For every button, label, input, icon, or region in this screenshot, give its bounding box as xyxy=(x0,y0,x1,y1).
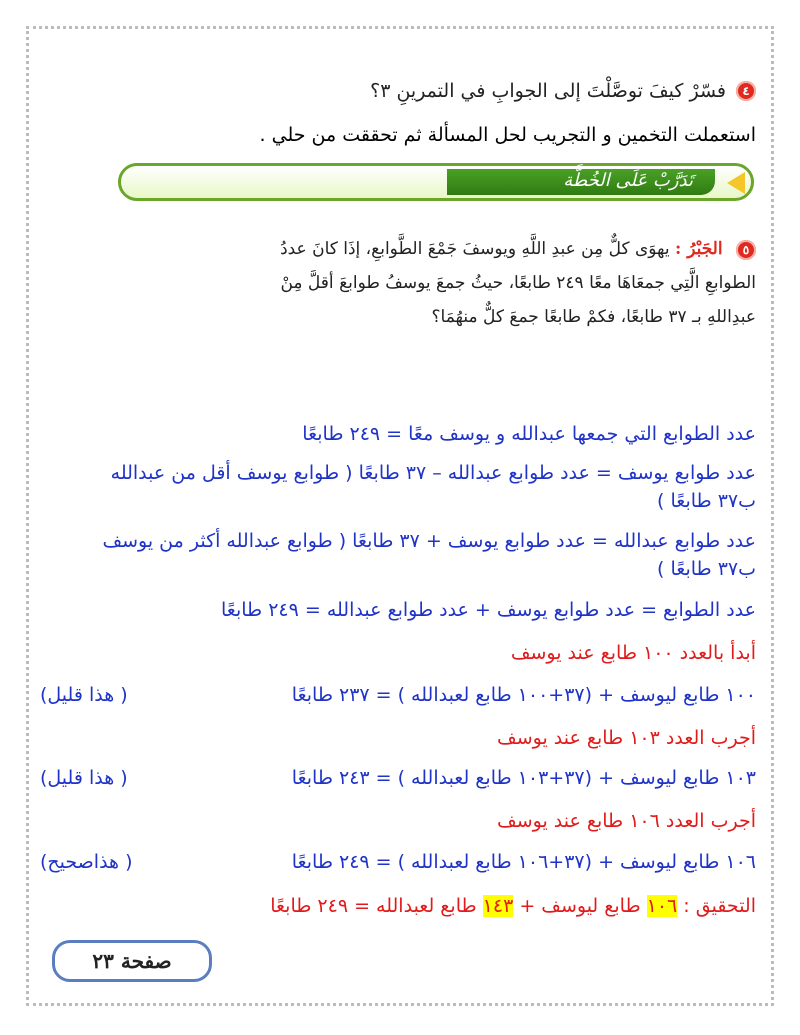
try-1-row xyxy=(40,681,756,709)
check-middle: طابع ليوسف + xyxy=(519,895,641,917)
question-number-badge: ٤ xyxy=(736,81,756,101)
try-1-heading: أبدأ بالعدد ١٠٠ طابع عند يوسف xyxy=(510,642,756,664)
page-number-badge: صفحة ٢٣ xyxy=(52,940,212,982)
problem-text xyxy=(236,232,756,334)
try-3-note: ( هذاصحيح) xyxy=(40,851,133,873)
question-text: فسّرْ كيفَ توصَّلْتَ إلى الجوابِ في التمرينِ ٣؟ xyxy=(370,80,726,102)
answer-line: استعملت التخمين و التجريب لحل المسألة ثم تحققت من حلي . xyxy=(259,124,756,146)
solution-line-3b: ب٣٧ طابعًا ) xyxy=(657,558,756,580)
solution-line-4: عدد الطوابع = عدد طوابع يوسف + عدد طوابع عبدالله = ٢٤٩ طابعًا xyxy=(221,599,756,621)
solution-line-3: عدد طوابع عبدالله = عدد طوابع يوسف + ٣٧ طابعًا ( طوابع عبدالله أكثر من يوسف xyxy=(102,530,756,552)
section-banner xyxy=(118,163,754,201)
check-number-abdullah: ١٤٣ xyxy=(482,895,514,917)
problem-5 xyxy=(236,232,756,334)
question-4 xyxy=(370,80,756,102)
check-end: طابع لعبدالله = ٢٤٩ طابعًا xyxy=(270,895,477,917)
check-prefix: التحقيق : xyxy=(683,895,756,917)
check-number-yousef: ١٠٦ xyxy=(646,895,678,917)
try-3-row xyxy=(40,848,756,876)
solution-line-1: عدد الطوابع التي جمعها عبدالله و يوسف معًا = ٢٤٩ طابعًا xyxy=(302,423,756,445)
try-1-equation: ١٠٠ طابع ليوسف + (٣٧+١٠٠ طابع لعبدالله ) = ٢٣٧ طابعًا xyxy=(291,684,756,706)
try-1-note: ( هذا قليل) xyxy=(40,684,128,706)
check-line xyxy=(40,892,756,920)
problem-number-badge: ٥ xyxy=(736,240,756,260)
try-3-heading: أجرب العدد ١٠٦ طابع عند يوسف xyxy=(497,810,756,832)
problem-heading: الجَبْرُ : xyxy=(675,239,723,259)
banner-label: تَدَرَّبْ عَلَى الخُطَّة xyxy=(563,170,693,191)
try-2-note: ( هذا قليل) xyxy=(40,767,128,789)
try-2-equation: ١٠٣ طابع ليوسف + (٣٧+١٠٣ طابع لعبدالله ) = ٢٤٣ طابعًا xyxy=(291,767,756,789)
try-3-equation: ١٠٦ طابع ليوسف + (٣٧+١٠٦ طابع لعبدالله ) = ٢٤٩ طابعًا xyxy=(291,851,756,873)
try-2-heading: أجرب العدد ١٠٣ طابع عند يوسف xyxy=(497,727,756,749)
solution-line-2: عدد طوابع يوسف = عدد طوابع عبدالله – ٣٧ طابعًا ( طوابع يوسف أقل من عبدالله xyxy=(110,462,756,484)
arrow-icon xyxy=(727,172,745,194)
solution-line-2b: ب٣٧ طابعًا ) xyxy=(657,490,756,512)
try-2-row xyxy=(40,764,756,792)
problem-body: يهوَى كلٌّ مِن عبدِ اللَّهِ ويوسفَ جَمْعَ الطَّوابعِ، إذَا كانَ عددُ الطوابعِ الَّتِي جمعَاهَا معًا ٢٤٩ طابعًا، حيثُ جمعَ يوسفُ طوابعَ أقلَّ مِنْ عبدِاللهِ بـ ٣٧ طابعًا، فكمْ طابعًا جمعَ كلٌّ منهُمَا؟ xyxy=(280,239,756,327)
